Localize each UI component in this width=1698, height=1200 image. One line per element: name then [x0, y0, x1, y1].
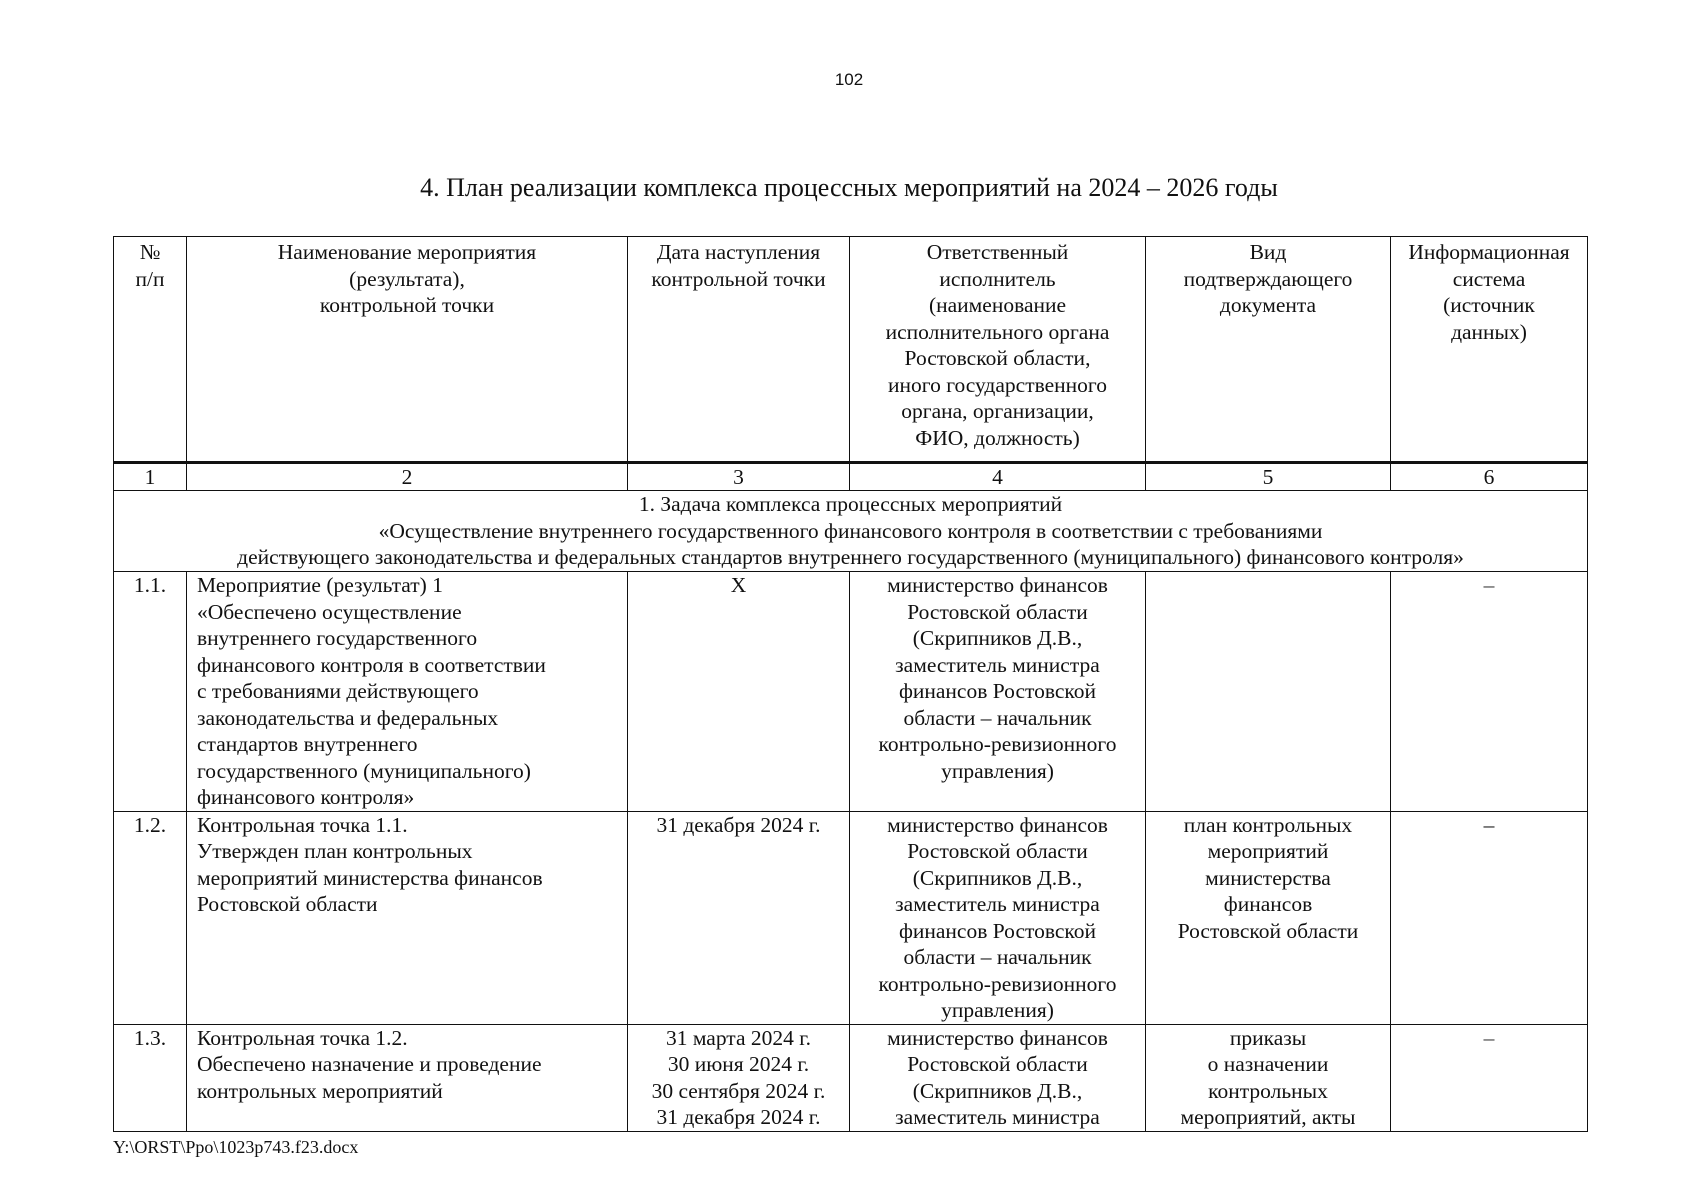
- task-heading-row: [114, 491, 1588, 572]
- row-date: 31 марта 2024 г. 30 июня 2024 г. 30 сентября 2024 г. 31 декабря 2024 г.: [628, 1024, 850, 1131]
- row-number: 1.2.: [114, 811, 187, 1024]
- document-title: 4. План реализации комплекса процессных мероприятий на 2024 – 2026 годы: [420, 173, 1278, 202]
- row-name: Контрольная точка 1.1. Утвержден план контрольных мероприятий министерства финансов Ростовской области: [187, 811, 628, 1024]
- row-system: –: [1391, 811, 1588, 1024]
- header-cell-system: Информационная система (источник данных): [1391, 237, 1588, 463]
- column-number-cell: 4: [850, 463, 1146, 491]
- row-document: приказы о назначении контрольных мероприятий, акты: [1146, 1024, 1391, 1131]
- header-cell-number: № п/п: [114, 237, 187, 463]
- row-document: [1146, 572, 1391, 812]
- header-cell-name: Наименование мероприятия (результата), контрольной точки: [187, 237, 628, 463]
- column-number-cell: 3: [628, 463, 850, 491]
- column-number-cell: 2: [187, 463, 628, 491]
- task-heading-cell: 1. Задача комплекса процессных мероприятий «Осуществление внутреннего государственного финансового контроля в соответствии с требованиями действующего законодательства и федеральных стандартов внутреннего государственного (муниципального) финансового контроля»: [114, 491, 1588, 572]
- row-system: –: [1391, 1024, 1588, 1131]
- row-executor: министерство финансов Ростовской области (Скрипников Д.В., заместитель министра финансов Ростовской области – начальник контрольно-ревизионного управления): [850, 811, 1146, 1024]
- table-row: [114, 811, 1588, 1024]
- table-row: [114, 1024, 1588, 1131]
- row-executor: министерство финансов Ростовской области (Скрипников Д.В., заместитель министра: [850, 1024, 1146, 1131]
- table-row: [114, 572, 1588, 812]
- header-cell-executor: Ответственный исполнитель (наименование исполнительного органа Ростовской области, иного государственного органа, организации, ФИО, должность): [850, 237, 1146, 463]
- row-executor: министерство финансов Ростовской области (Скрипников Д.В., заместитель министра финансов Ростовской области – начальник контрольно-ревизионного управления): [850, 572, 1146, 812]
- column-number-cell: 6: [1391, 463, 1588, 491]
- row-number: 1.3.: [114, 1024, 187, 1131]
- column-number-cell: 1: [114, 463, 187, 491]
- row-system: –: [1391, 572, 1588, 812]
- row-name: Мероприятие (результат) 1 «Обеспечено осуществление внутреннего государственного финансового контроля в соответствии с требованиями действующего законодательства и федеральных стандартов внутреннего государственного (муниципального) финансового контроля»: [187, 572, 628, 812]
- row-date: Х: [628, 572, 850, 812]
- column-number-cell: 5: [1146, 463, 1391, 491]
- row-document: план контрольных мероприятий министерства финансов Ростовской области: [1146, 811, 1391, 1024]
- row-number: 1.1.: [114, 572, 187, 812]
- row-name: Контрольная точка 1.2. Обеспечено назначение и проведение контрольных мероприятий: [187, 1024, 628, 1131]
- page-number: 102: [834, 70, 864, 89]
- table-header-row: [114, 237, 1588, 463]
- header-cell-date: Дата наступления контрольной точки: [628, 237, 850, 463]
- plan-table: [113, 236, 1588, 1132]
- header-cell-document: Вид подтверждающего документа: [1146, 237, 1391, 463]
- file-path-footer: Y:\ORST\Ppo\1023p743.f23.docx: [113, 1137, 359, 1157]
- column-number-row: [114, 463, 1588, 491]
- row-date: 31 декабря 2024 г.: [628, 811, 850, 1024]
